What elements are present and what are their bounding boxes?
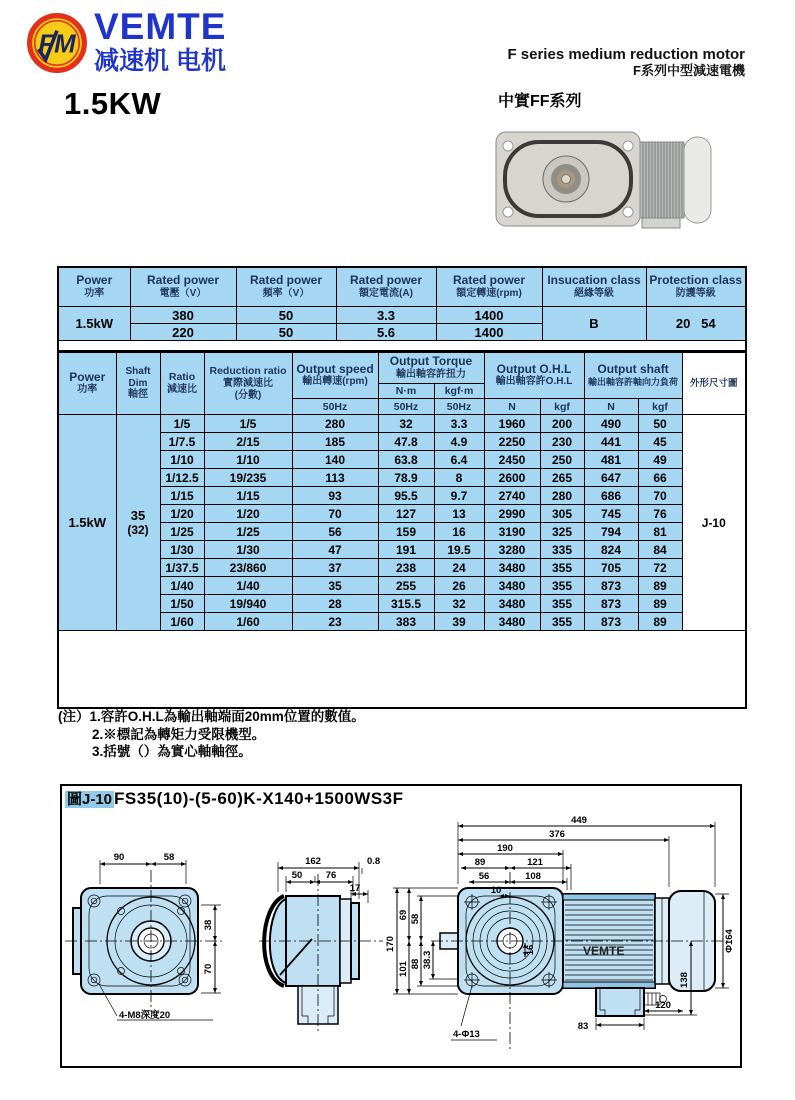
dim-left-38: 38 (203, 919, 214, 931)
note-line-2: 2.※標記為轉矩力受限機型。 (92, 726, 266, 742)
cell-ohl-n: 2600 (484, 469, 540, 487)
cell-axial-kgf: 49 (638, 451, 682, 469)
cell-speed: 56 (292, 523, 378, 541)
photo-endcap (684, 137, 711, 223)
cell-torque-nm: 315.5 (378, 595, 434, 613)
note-line-3: 3.括號（）為實心軸軸徑。 (92, 744, 252, 760)
cell-fraction: 19/235 (204, 469, 292, 487)
series-title-en: F series medium reduction motor (507, 46, 745, 63)
drawing-title (65, 788, 404, 809)
cell-ohl-kgf: 355 (540, 559, 584, 577)
dim-mid-50: 50 (291, 870, 303, 881)
dim-58: 58 (410, 913, 421, 925)
dim-449: 449 (571, 815, 587, 826)
t2-body (58, 415, 746, 631)
cell-axial-n: 686 (584, 487, 638, 505)
cell-ohl-kgf: 355 (540, 613, 584, 631)
t1-cell: 1400 (436, 324, 542, 341)
cell-axial-kgf: 70 (638, 487, 682, 505)
dim-83: 83 (577, 1021, 589, 1032)
t2-power-value: 1.5kW (58, 415, 116, 631)
t1-th-current: Rated power 額定電流(A) (336, 267, 436, 307)
t2-th-tq-hz2: 50Hz (434, 399, 484, 415)
cell-torque-nm: 63.8 (378, 451, 434, 469)
brand-name: VEMTE (94, 6, 227, 47)
t2-th-dim-drawing: 外形尺寸圖 (682, 352, 746, 415)
dim-mid-17: 17 (349, 883, 361, 894)
dim-190: 190 (497, 843, 513, 854)
notes (58, 708, 365, 761)
t1-power-value: 1.5kW (58, 307, 130, 341)
cell-axial-kgf: 84 (638, 541, 682, 559)
t2-th-shaft: Shaft Dim 軸徑 (116, 352, 160, 415)
cell-ratio: 1/15 (160, 487, 204, 505)
dim-69: 69 (398, 909, 409, 921)
table-row (58, 487, 746, 505)
cell-torque-kgfm: 39 (434, 613, 484, 631)
cell-speed: 113 (292, 469, 378, 487)
cell-ohl-kgf: 335 (540, 541, 584, 559)
rating-table (57, 266, 747, 352)
dim-89: 89 (474, 857, 486, 868)
cell-ohl-n: 2990 (484, 505, 540, 523)
cell-torque-nm: 191 (378, 541, 434, 559)
table-row (58, 469, 746, 487)
cell-torque-kgfm: 19.5 (434, 541, 484, 559)
product-photo (492, 118, 714, 234)
cell-ohl-kgf: 355 (540, 577, 584, 595)
cell-ratio: 1/30 (160, 541, 204, 559)
cell-ohl-n: 1960 (484, 415, 540, 433)
dim-376: 376 (549, 829, 565, 840)
cell-torque-nm: 255 (378, 577, 434, 595)
dim-10: 10 (490, 885, 502, 896)
cell-speed: 185 (292, 433, 378, 451)
cell-axial-n: 481 (584, 451, 638, 469)
cell-ohl-kgf: 250 (540, 451, 584, 469)
cell-ratio: 1/37.5 (160, 559, 204, 577)
drawing-front-view (65, 852, 225, 1021)
cell-fraction: 1/10 (204, 451, 292, 469)
cell-ratio: 1/7.5 (160, 433, 204, 451)
cell-torque-kgfm: 32 (434, 595, 484, 613)
dim-mid-gap: 0.8 (367, 856, 381, 867)
dim-56: 56 (478, 871, 490, 882)
cell-ratio: 1/10 (160, 451, 204, 469)
table-row (58, 541, 746, 559)
t1-th-insulation: Insucation class 絕緣等級 (542, 267, 646, 307)
cell-axial-kgf: 45 (638, 433, 682, 451)
cell-speed: 70 (292, 505, 378, 523)
cell-ratio: 1/5 (160, 415, 204, 433)
cell-speed: 140 (292, 451, 378, 469)
cell-axial-n: 705 (584, 559, 638, 577)
cell-fraction: 1/5 (204, 415, 292, 433)
cell-speed: 35 (292, 577, 378, 595)
drawing-figure-tag: 圖J-10 (67, 791, 113, 808)
t2-th-ohl-kgf: kgf (540, 399, 584, 415)
photo-motor-fins (640, 142, 684, 218)
photo-label: 中實FF系列 (498, 93, 582, 110)
drawing-side-view (259, 856, 383, 1032)
page-title-power: 1.5KW (64, 86, 162, 121)
cell-fraction: 2/15 (204, 433, 292, 451)
t2-th-unit-nm: N·m (378, 384, 434, 399)
cell-axial-kgf: 50 (638, 415, 682, 433)
t2-th-torque: Output Torque 輸出軸容許扭力 (378, 352, 484, 384)
dim-88: 88 (410, 958, 421, 970)
cell-ohl-kgf: 200 (540, 415, 584, 433)
cell-ohl-kgf: 355 (540, 595, 584, 613)
cell-torque-nm: 47.8 (378, 433, 434, 451)
cell-torque-nm: 383 (378, 613, 434, 631)
cell-axial-kgf: 89 (638, 577, 682, 595)
cell-fraction: 1/15 (204, 487, 292, 505)
dim-120: 120 (655, 1000, 671, 1011)
performance-table (57, 351, 747, 709)
cell-axial-n: 873 (584, 577, 638, 595)
cell-fraction: 1/20 (204, 505, 292, 523)
cell-ratio: 1/60 (160, 613, 204, 631)
cell-ratio: 1/25 (160, 523, 204, 541)
t1-th-speed: Rated power 額定轉速(rpm) (436, 267, 542, 307)
cell-torque-kgfm: 16 (434, 523, 484, 541)
cell-axial-kgf: 66 (638, 469, 682, 487)
t1-cell: 220 (130, 324, 236, 341)
t2-th-axial: Output shaft 輸出軸容許軸向力負荷 (584, 352, 682, 399)
cell-torque-kgfm: 4.9 (434, 433, 484, 451)
dim-left-58: 58 (163, 852, 175, 863)
drawing-assembly-view (385, 815, 735, 1050)
dim-left-70: 70 (203, 963, 214, 975)
cell-ohl-n: 2450 (484, 451, 540, 469)
cell-speed: 37 (292, 559, 378, 577)
t2-th-ohl-n: N (484, 399, 540, 415)
dim-left-thread-note: 4-M8深度20 (119, 1010, 171, 1021)
cell-torque-nm: 159 (378, 523, 434, 541)
t2-dim-ref: J-10 (682, 415, 746, 631)
cell-fraction: 1/60 (204, 613, 292, 631)
dim-left-90: 90 (113, 852, 125, 863)
table-row (58, 505, 746, 523)
cell-fraction: 1/30 (204, 541, 292, 559)
cell-axial-n: 873 (584, 613, 638, 631)
cell-ohl-n: 3480 (484, 613, 540, 631)
cell-axial-kgf: 81 (638, 523, 682, 541)
cell-ratio: 1/12.5 (160, 469, 204, 487)
dim-mid-76: 76 (325, 870, 337, 881)
cell-fraction: 1/40 (204, 577, 292, 595)
table-row (58, 577, 746, 595)
cell-ohl-n: 3280 (484, 541, 540, 559)
cell-ohl-kgf: 280 (540, 487, 584, 505)
cell-axial-n: 647 (584, 469, 638, 487)
t1-th-voltage: Rated power 電壓（V） (130, 267, 236, 307)
t1-cell: 50 (236, 307, 336, 324)
dim-138: 138 (679, 972, 690, 988)
cell-ohl-kgf: 325 (540, 523, 584, 541)
cell-fraction: 19/940 (204, 595, 292, 613)
table-row (58, 559, 746, 577)
cell-axial-n: 794 (584, 523, 638, 541)
cell-fraction: 23/860 (204, 559, 292, 577)
table-row (58, 433, 746, 451)
cell-speed: 23 (292, 613, 378, 631)
t2-th-reduction: Reduction ratio 實際減速比 (分數) (204, 352, 292, 415)
cell-axial-n: 490 (584, 415, 638, 433)
table-row (58, 415, 746, 433)
t1-th-power: Power 功率 (58, 267, 130, 307)
cell-ohl-n: 3480 (484, 577, 540, 595)
series-title (507, 46, 745, 79)
dim-38-3: 38.3 (422, 950, 433, 970)
cell-torque-nm: 127 (378, 505, 434, 523)
table-row (58, 613, 746, 631)
table-row (58, 595, 746, 613)
cell-ohl-n: 2250 (484, 433, 540, 451)
drawing-model-code: FS35(10)-(5-60)K-X140+1500WS3F (114, 789, 404, 808)
t2-th-ratio: Ratio 減速比 (160, 352, 204, 415)
brand-subtitle: 减速机 电机 (94, 47, 226, 75)
cell-torque-kgfm: 26 (434, 577, 484, 595)
cell-axial-n: 745 (584, 505, 638, 523)
cell-torque-nm: 32 (378, 415, 434, 433)
dim-170: 170 (385, 936, 396, 952)
cell-axial-n: 873 (584, 595, 638, 613)
cell-torque-kgfm: 8 (434, 469, 484, 487)
t2-th-tq-hz1: 50Hz (378, 399, 434, 415)
cell-ohl-n: 3480 (484, 595, 540, 613)
note-line-1: (注）1.容許O.H.L為輸出軸端面20mm位置的數值。 (58, 709, 365, 724)
dimension-drawing-box (60, 784, 742, 1068)
t2-th-speed: Output speed 輸出轉速(rpm) (292, 352, 378, 399)
table-row (58, 523, 746, 541)
cell-ratio: 1/20 (160, 505, 204, 523)
dim-hole-note: 4-Φ13 (453, 1029, 480, 1040)
dim-121: 121 (527, 857, 543, 868)
t1-empty-strip (58, 341, 746, 352)
cell-ohl-kgf: 305 (540, 505, 584, 523)
t1-cell: 5.6 (336, 324, 436, 341)
t1-cell: 1400 (436, 307, 542, 324)
t2-th-ax-kgf: kgf (638, 399, 682, 415)
cell-speed: 93 (292, 487, 378, 505)
cell-ratio: 1/40 (160, 577, 204, 595)
dim-phi164: Φ164 (724, 929, 735, 953)
dimension-drawing (63, 812, 739, 1064)
cell-torque-kgfm: 3.3 (434, 415, 484, 433)
t1-cell: 3.3 (336, 307, 436, 324)
dim-16: 16 (525, 944, 536, 956)
brand-block (94, 8, 226, 74)
table-row (58, 451, 746, 469)
logo-mark: FM (38, 30, 76, 59)
cell-speed: 47 (292, 541, 378, 559)
cell-axial-kgf: 89 (638, 595, 682, 613)
cell-speed: 28 (292, 595, 378, 613)
cell-torque-nm: 238 (378, 559, 434, 577)
t2-th-unit-kgfm: kgf·m (434, 384, 484, 399)
dim-mid-162: 162 (305, 856, 321, 867)
cell-axial-n: 441 (584, 433, 638, 451)
dim-108: 108 (525, 871, 541, 882)
cell-speed: 280 (292, 415, 378, 433)
t1-cell: 380 (130, 307, 236, 324)
cell-axial-kgf: 72 (638, 559, 682, 577)
t1-cell: 50 (236, 324, 336, 341)
series-title-zh: F系列中型減速電機 (633, 63, 745, 79)
t1-protection-value: 20 54 (646, 307, 746, 341)
cell-torque-kgfm: 24 (434, 559, 484, 577)
t2-th-ohl: Output O.H.L 輸出軸容許O.H.L (484, 352, 584, 399)
cell-torque-nm: 78.9 (378, 469, 434, 487)
t1-th-protection: Protection class 防護等級 (646, 267, 746, 307)
cell-axial-kgf: 76 (638, 505, 682, 523)
cell-torque-nm: 95.5 (378, 487, 434, 505)
t1-insulation-value: B (542, 307, 646, 341)
t2-th-power: Power 功率 (58, 352, 116, 415)
t2-th-speed-hz: 50Hz (292, 399, 378, 415)
cell-axial-kgf: 89 (638, 613, 682, 631)
cell-ohl-n: 2740 (484, 487, 540, 505)
cell-axial-n: 824 (584, 541, 638, 559)
cell-ohl-n: 3190 (484, 523, 540, 541)
brand-logo-icon (26, 12, 88, 74)
cell-ohl-kgf: 230 (540, 433, 584, 451)
t2-empty-strip (58, 631, 746, 709)
cell-ohl-kgf: 265 (540, 469, 584, 487)
t2-shaft-value: 35 (32) (116, 415, 160, 631)
t2-th-ax-n: N (584, 399, 638, 415)
cell-ohl-n: 3480 (484, 559, 540, 577)
motor-brand-label: VEMTE (583, 944, 625, 958)
t1-th-frequency: Rated power 頻率（V） (236, 267, 336, 307)
cell-torque-kgfm: 13 (434, 505, 484, 523)
cell-fraction: 1/25 (204, 523, 292, 541)
dim-101: 101 (398, 961, 409, 977)
cell-torque-kgfm: 9.7 (434, 487, 484, 505)
cell-ratio: 1/50 (160, 595, 204, 613)
cell-torque-kgfm: 6.4 (434, 451, 484, 469)
